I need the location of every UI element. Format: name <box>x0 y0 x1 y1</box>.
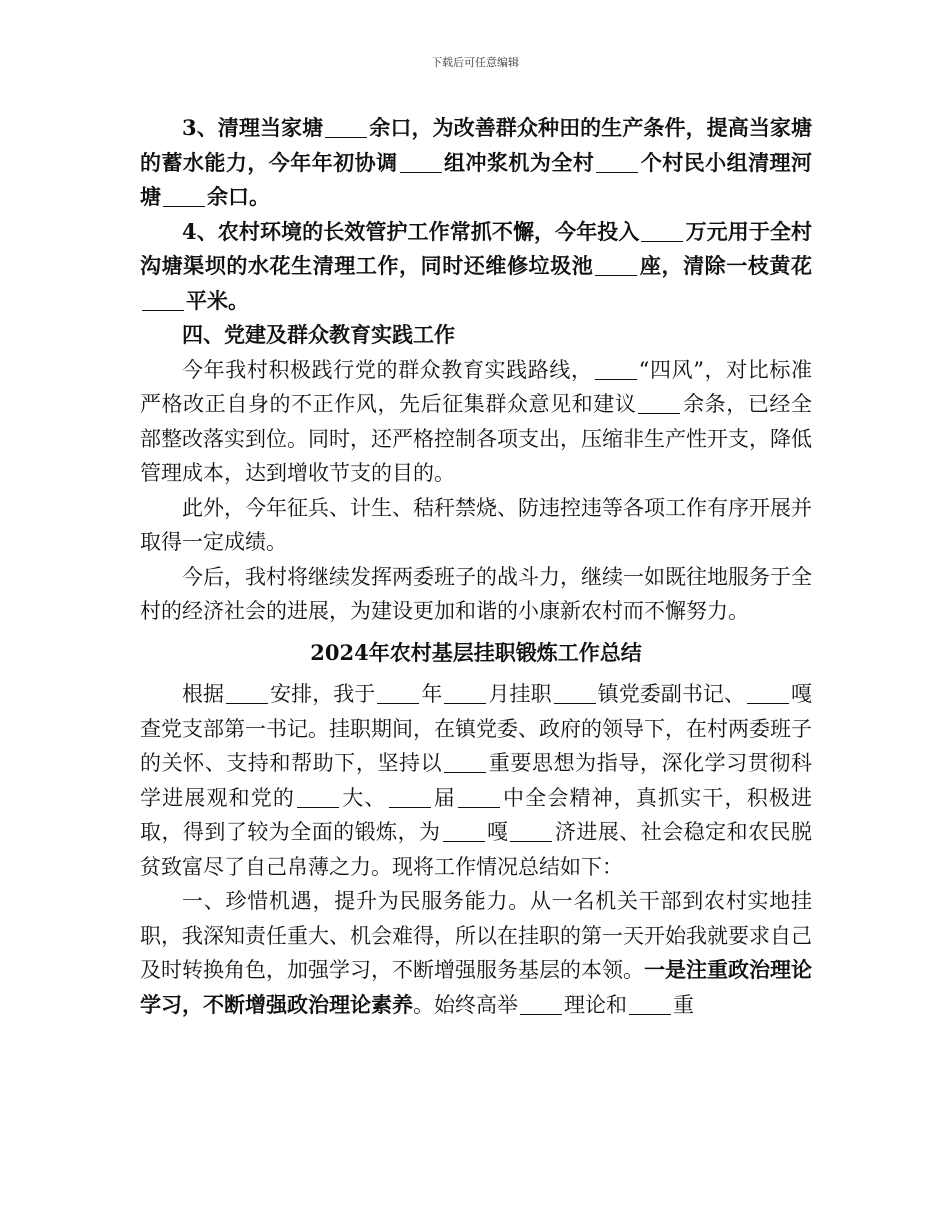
text-run: 嘎查党支部第一书记。挂职期间，在镇党委、政府的领导下，在村两委班子的关怀、支持和帮助下，坚持以 <box>140 682 813 775</box>
text-run: 一、珍惜机遇，提升为民服务能力。从一名机关干部到农村实地挂职，我深知责任重大、机会难得，所以在挂职的第一天开始我就要求自己及时转换角色，加强学习，不断增强服务基层的本领。 <box>140 889 812 982</box>
fill-blank <box>629 993 671 1015</box>
paragraph-section-1 <box>140 884 812 1022</box>
text-run: 嘎 <box>486 820 509 844</box>
paragraph-other-work: 此外，今年征兵、计生、秸秆禁烧、防违控违等各项工作有序开展并取得一定成绩。 <box>140 495 812 554</box>
section-heading-4: 四、党建及群众教育实践工作 <box>182 322 455 347</box>
fill-blank <box>554 682 596 704</box>
fill-blank <box>595 254 637 276</box>
text-run: 年 <box>421 682 443 706</box>
bold-emphasis: 一是注重政治理论学习，不断增强政治理论素养 <box>140 957 812 1017</box>
fill-blank <box>747 682 789 704</box>
fill-blank <box>325 116 367 138</box>
text-run: 座，清除一枝黄花 <box>639 253 813 278</box>
paragraph-item-4 <box>140 215 812 319</box>
text-run: 届 <box>432 785 456 810</box>
fill-blank <box>400 151 442 173</box>
paragraph-future: 今后，我村将继续发挥两委班子的战斗力，继续一如既往地服务于全村的经济社会的进展，为建设更加和谐的小康新农村而不懈努力。 <box>140 564 812 623</box>
text-run: 余口。 <box>207 184 270 209</box>
page-header-note: 下载后可任意编辑 <box>431 56 519 69</box>
text-run: 万元用于全村沟塘渠坝的水花生清理工作，同时还维修垃圾池 <box>140 218 812 278</box>
text-run: 理论和 <box>564 992 627 1017</box>
text-run: 镇党委副书记、 <box>597 682 745 706</box>
fill-blank <box>596 151 638 173</box>
text-run: 月挂职 <box>488 682 552 706</box>
text-run: 个村民小组清理河塘 <box>140 149 813 209</box>
text-run: 今年我村积极践行党的群众教育实践路线， <box>182 357 593 382</box>
fill-blank <box>226 682 268 704</box>
fill-blank <box>142 289 184 311</box>
text-run: 平米。 <box>186 287 249 313</box>
text-run: 。始终高举 <box>413 992 518 1017</box>
paragraph-intro <box>140 677 812 884</box>
text-run: 重要思想为指导，深化学习贯彻科学进展观和党的 <box>140 751 813 810</box>
fill-blank <box>444 682 486 704</box>
fill-blank <box>595 358 637 380</box>
text-run: 中全会精神，真抓实干，积极进取，得到了较为全面的锻炼，为 <box>140 785 813 844</box>
fill-blank <box>510 820 552 842</box>
fill-blank <box>443 820 485 842</box>
text-run: 大、 <box>341 785 387 810</box>
fill-blank <box>641 220 683 242</box>
paragraph-item-3 <box>140 111 812 215</box>
paragraph-party-building <box>140 353 812 491</box>
text-run: 3、清理当家塘 <box>182 115 324 140</box>
fill-blank <box>297 786 339 808</box>
text-run: 余条，已经全部整改落实到位。同时，还严格控制各项支出，压缩非生产性开支，降低管理成本，达到增收节支的目的。 <box>140 392 813 485</box>
document-body <box>140 111 812 1022</box>
text-run: 济进展、社会稳定和农民脱贫致富尽了自己帛薄之力。现将工作情况总结如下： <box>140 820 813 879</box>
fill-blank <box>389 786 431 808</box>
fill-blank <box>444 751 486 773</box>
fill-blank <box>377 682 419 704</box>
fill-blank <box>638 392 680 414</box>
text-run: 组冲浆机为全村 <box>443 149 595 175</box>
text-run: 重 <box>673 992 694 1017</box>
document-title: 2024年农村基层挂职锻炼工作总结 <box>310 639 642 665</box>
text-run: 4、农村环境的长效管护工作常抓不懈，今年投入 <box>182 218 640 244</box>
text-run: 安排，我于 <box>270 682 376 706</box>
fill-blank <box>458 786 500 808</box>
fill-blank <box>163 185 205 207</box>
text-run: 余口，为改善群众种田的生产条件，提高当家塘的蓄水能力，今年年初协调 <box>140 115 812 175</box>
fill-blank <box>520 993 562 1015</box>
text-run: “四风”，对比标准严格改正自身的不正作风，先后征集群众意见和建议 <box>140 357 812 416</box>
text-run: 根据 <box>182 682 225 706</box>
